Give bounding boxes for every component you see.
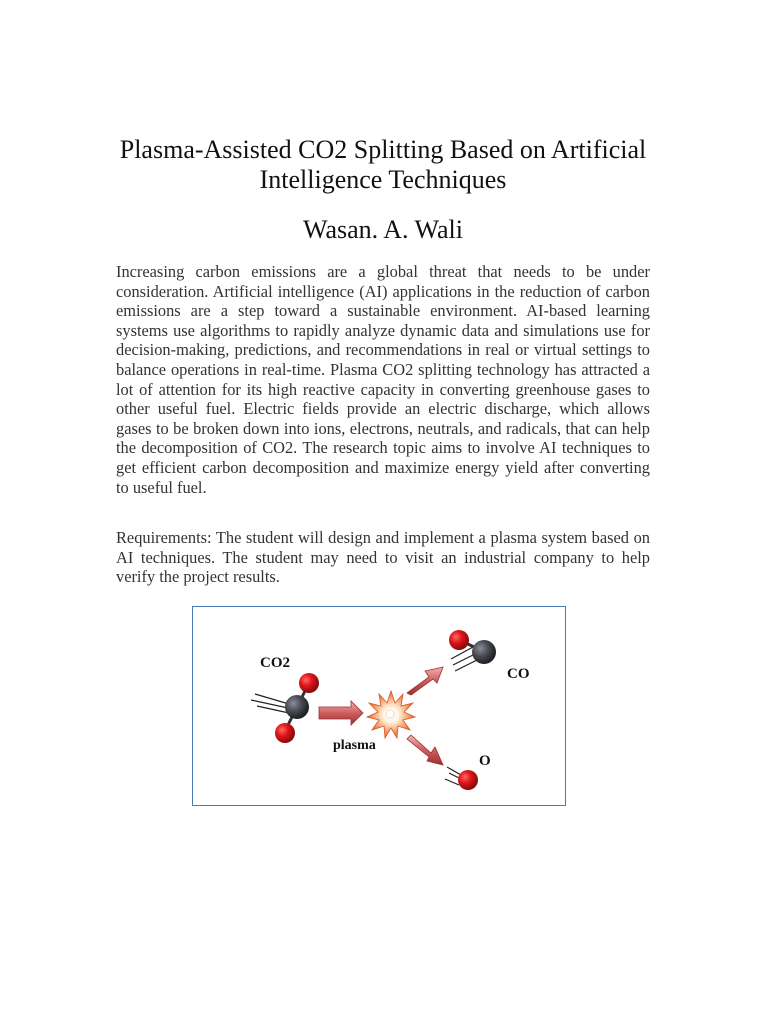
co-molecule — [449, 630, 496, 671]
plasma-burst-icon — [367, 691, 415, 738]
document-title: Plasma-Assisted CO2 Splitting Based on Artificial Intelligence Techniques — [119, 135, 647, 194]
co2-molecule — [251, 673, 319, 743]
oxygen-atom — [458, 770, 478, 790]
oxygen-atom — [299, 673, 319, 693]
co2-motion-lines — [251, 694, 289, 713]
carbon-atom — [285, 695, 309, 719]
arrow-to-o — [407, 735, 443, 765]
requirements-paragraph: Requirements: The student will design and implement a plasma system based on AI techniques. The student may need to visit an industrial company to help verify the project results. — [116, 528, 650, 587]
abstract-paragraph: Increasing carbon emissions are a global threat that needs to be under consideration. Artificial intelligence (AI) applications in the reduction of carbon emissions are a step toward a sustainable environment. AI-based learning systems use algorithms to rapidly analyze dynamic data and simulations use for decision-making, predictions, and recommendations in real or virtual settings to balance operations in real-time. Plasma CO2 splitting technology has attracted a lot of attention for its high reactive capacity in converting greenhouse gases to other useful fuel. Electric fields provide an electric discharge, which allows gases to be broken down into ions, electrons, neutrals, and radicals, that can help the decomposition of CO2. The research topic aims to involve AI techniques to get efficient carbon decomposition and maximize energy yield after converting to useful fuel. — [116, 262, 650, 497]
author-name: Wasan. A. Wali — [303, 215, 463, 244]
oxygen-atom — [449, 630, 469, 650]
co2-label: CO2 — [260, 655, 290, 671]
o-label: O — [479, 753, 491, 769]
co2-splitting-diagram — [193, 607, 565, 805]
oxygen-atom — [275, 723, 295, 743]
o-atom-product — [445, 767, 478, 790]
co-label: CO — [507, 666, 530, 682]
plasma-label: plasma — [333, 738, 376, 753]
arrow-to-co — [407, 667, 443, 695]
carbon-atom — [472, 640, 496, 664]
co2-splitting-figure — [192, 606, 566, 806]
arrow-to-plasma — [319, 701, 363, 725]
